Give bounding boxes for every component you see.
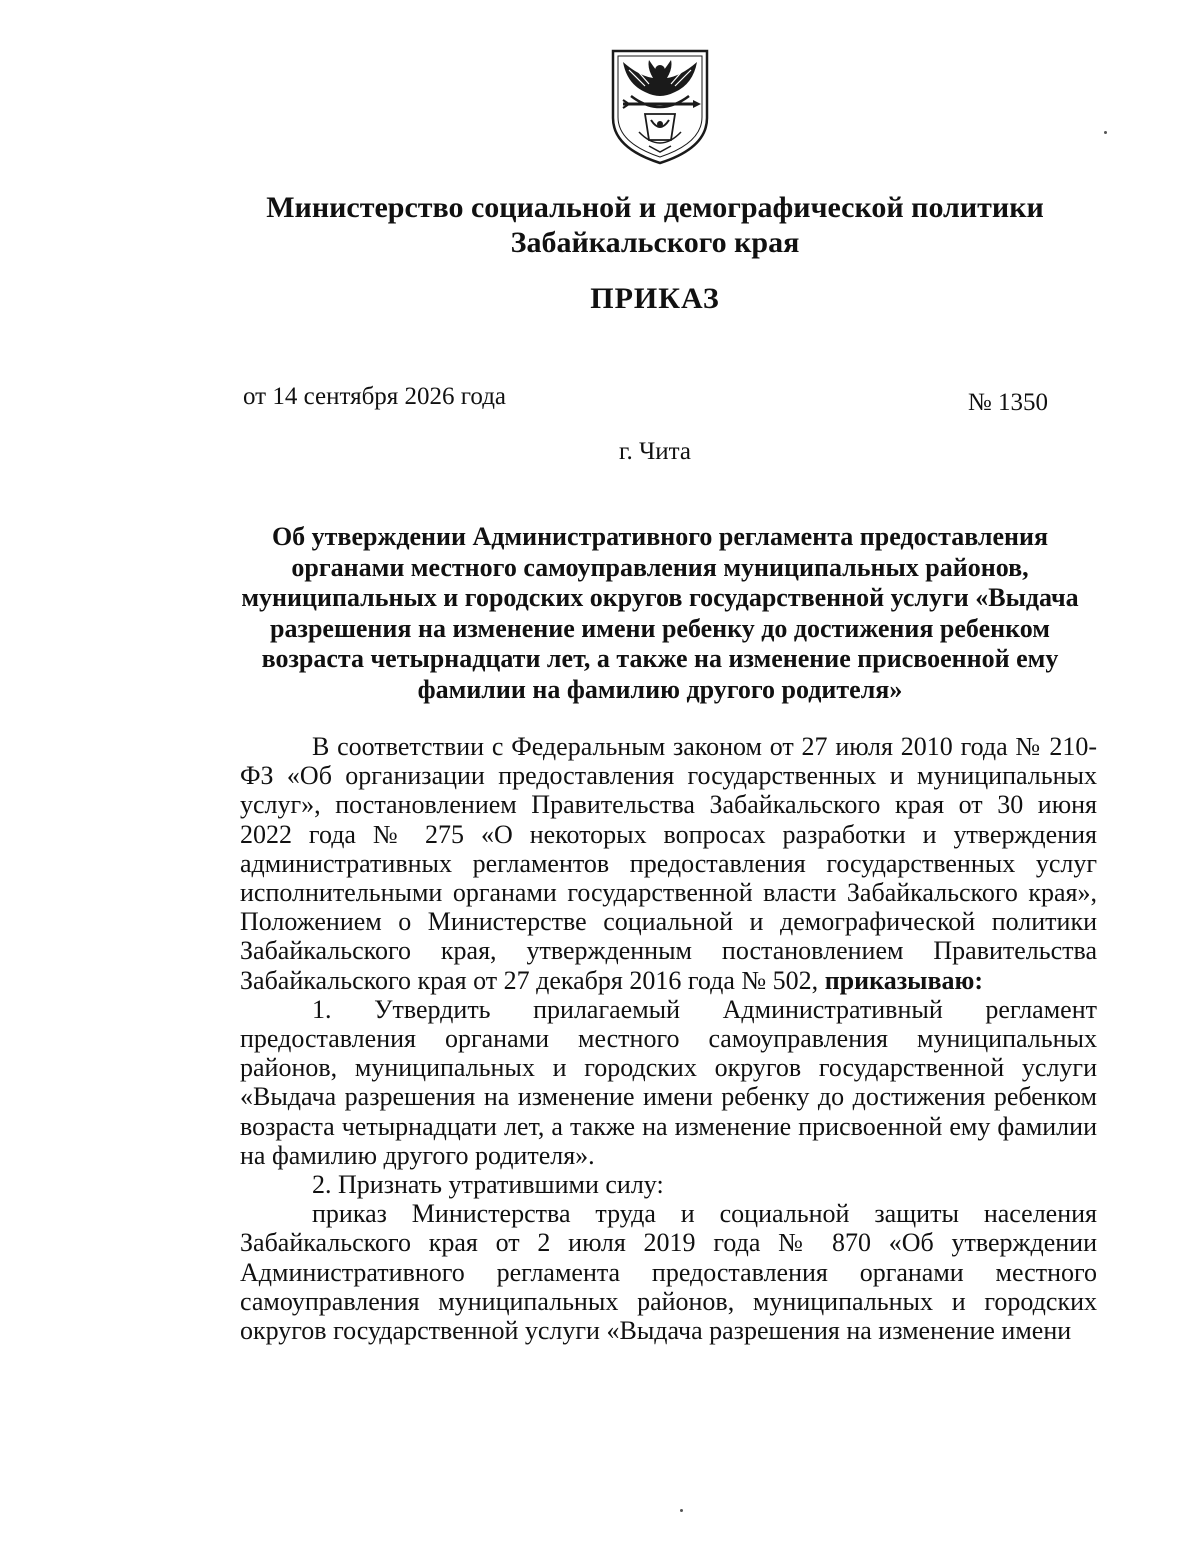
document-body [240, 732, 1097, 1345]
scan-speck [680, 1509, 683, 1512]
item-2-paragraph: 2. Признать утратившими силу: [312, 1170, 664, 1200]
document-number: № 1350 [967, 389, 1048, 416]
preamble-paragraph [240, 732, 1097, 995]
ministry-name-line1: Министерство социальной и демографической политики [266, 191, 1044, 224]
ministry-name-line2: Забайкальского края [510, 226, 800, 259]
scan-speck [1104, 131, 1107, 134]
preamble-text: В соответствии с Федеральным законом от 27 июля 2010 года № 210-ФЗ «Об организации предоставления государственных и муниципальных услуг», постановлением Правительства Забайкальского края от 30 июня 2022 года № 275 «О некоторых вопросах разработки и утверждения административных регламентов предоставления государственных услуг исполнительными органами государственной власти Забайкальского края», Положением о Министерстве социальной и демографической политики Забайкальского края, утвержденным постановлением Правительства Забайкальского края от 27 декабря 2016 года № 502, [240, 732, 1097, 995]
order-word: приказываю: [824, 965, 984, 995]
document-type: ПРИКАЗ [590, 282, 720, 315]
item-2-sub-paragraph: приказ Министерства труда и социальной защиты населения Забайкальского края от 2 июля 2019 года № 870 «Об утверждении Административного регламента предоставления органами местного самоуправления муниципальных районов, муниципальных и городских округов государственной услуги «Выдача разрешения на изменение имени [240, 1199, 1097, 1346]
document-subject: Об утверждении Административного регламента предоставления органами местного самоуправления муниципальных районов, муниципальных и городских округов государственной услуги «Выдача разрешения на изменение имени ребенку до достижения ребенком возраста четырнадцати лет, а также на изменение присвоенной ему фамилии на фамилию другого родителя» [241, 522, 1079, 704]
item-1-paragraph: 1. Утвердить прилагаемый Административный регламент предоставления органами местного самоуправления муниципальных районов, муниципальных и городских округов государственной услуги «Выдача разрешения на изменение имени ребенку до достижения ребенком возраста четырнадцати лет, а также на изменение присвоенной ему фамилии на фамилию другого родителя». [240, 994, 1097, 1170]
document-date: от 14 сентября 2026 года [243, 383, 507, 410]
coat-of-arms-eagle-icon [609, 48, 711, 166]
document-city: г. Чита [619, 438, 691, 465]
ministry-name [150, 190, 1160, 260]
